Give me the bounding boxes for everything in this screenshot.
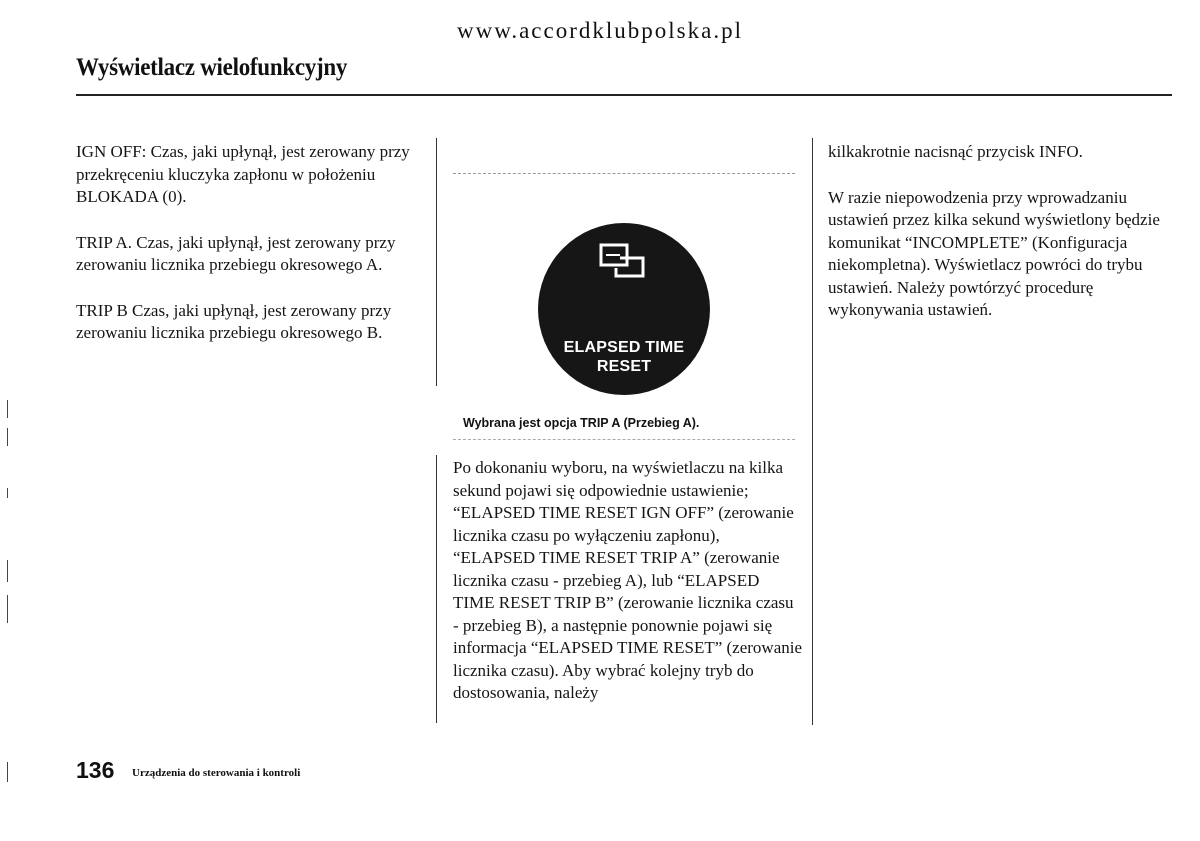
paragraph-trip-b: TRIP B Czas, jaki upłynął, jest zerowany przy zerowaniu licznika przebiegu okresowego B.	[76, 300, 392, 342]
display-text-elapsed-time: ELAPSED TIME	[563, 339, 685, 356]
paragraph-press-info: kilkakrotnie nacisnąć przycisk INFO.	[828, 142, 1083, 161]
page-title: Wyświetlacz wielofunkcyjny	[76, 54, 348, 81]
footer-section-title: Urządzenia do sterowania i kontroli	[132, 767, 301, 779]
paragraph-selection-info: Po dokonaniu wyboru, na wyświetlaczu na kilka sekund pojawi się odpowiednie ustawienie; “ELAPSED TIME RESET IGN OFF” (zerowanie licznika czasu po wyłączeniu zapłonu), “ELAPSED TIME RESET TRIP A” (zerowanie licznika czasu - przebieg A), lub “ELAPSED TIME RESET TRIP B” (zerowanie licznika czasu - przebieg B), a następnie ponownie pojawi się informacja “ELAPSED TIME RESET” (zerowanie licznika czasu). Aby wybrać kolejny tryb do dostosowania, należy	[453, 458, 803, 702]
header-rule	[76, 94, 1172, 96]
column-divider	[812, 138, 813, 725]
column-divider	[436, 138, 437, 386]
figure-caption: Wybrana jest opcja TRIP A (Przebieg A).	[463, 416, 700, 430]
left-column	[76, 141, 416, 368]
page-number: 136	[76, 757, 115, 783]
paragraph-trip-a: TRIP A. Czas, jaki upłynął, jest zerowany przy zerowaniu licznika przebiegu okresowego A.	[76, 232, 396, 274]
display-text-reset: RESET	[596, 358, 652, 375]
site-url: www.accordklubpolska.pl	[457, 18, 743, 43]
display-text-trip-a: TRIP A	[597, 399, 651, 416]
column-divider	[436, 455, 437, 723]
paragraph-incomplete: W razie niepowodzenia przy wprowadzaniu ustawień przez kilka sekund wyświetlony będzie komunikat “INCOMPLETE” (Konfiguracja niekompletna). Wyświetlacz powróci do trybu ustawień. Należy powtórzyć procedurę wykonywania ustawień.	[828, 187, 1160, 319]
multi-info-display	[538, 223, 710, 416]
display-screen-icon	[598, 243, 650, 284]
figure-top-border	[453, 173, 795, 174]
middle-column	[453, 457, 803, 728]
paragraph-ign-off: IGN OFF: Czas, jaki upłynął, jest zerowany przy przekręceniu kluczyka zapłonu w położeniu BLOKADA (0).	[76, 142, 410, 206]
figure-bottom-border	[453, 439, 795, 440]
right-column	[828, 141, 1178, 345]
display-figure	[453, 173, 795, 441]
